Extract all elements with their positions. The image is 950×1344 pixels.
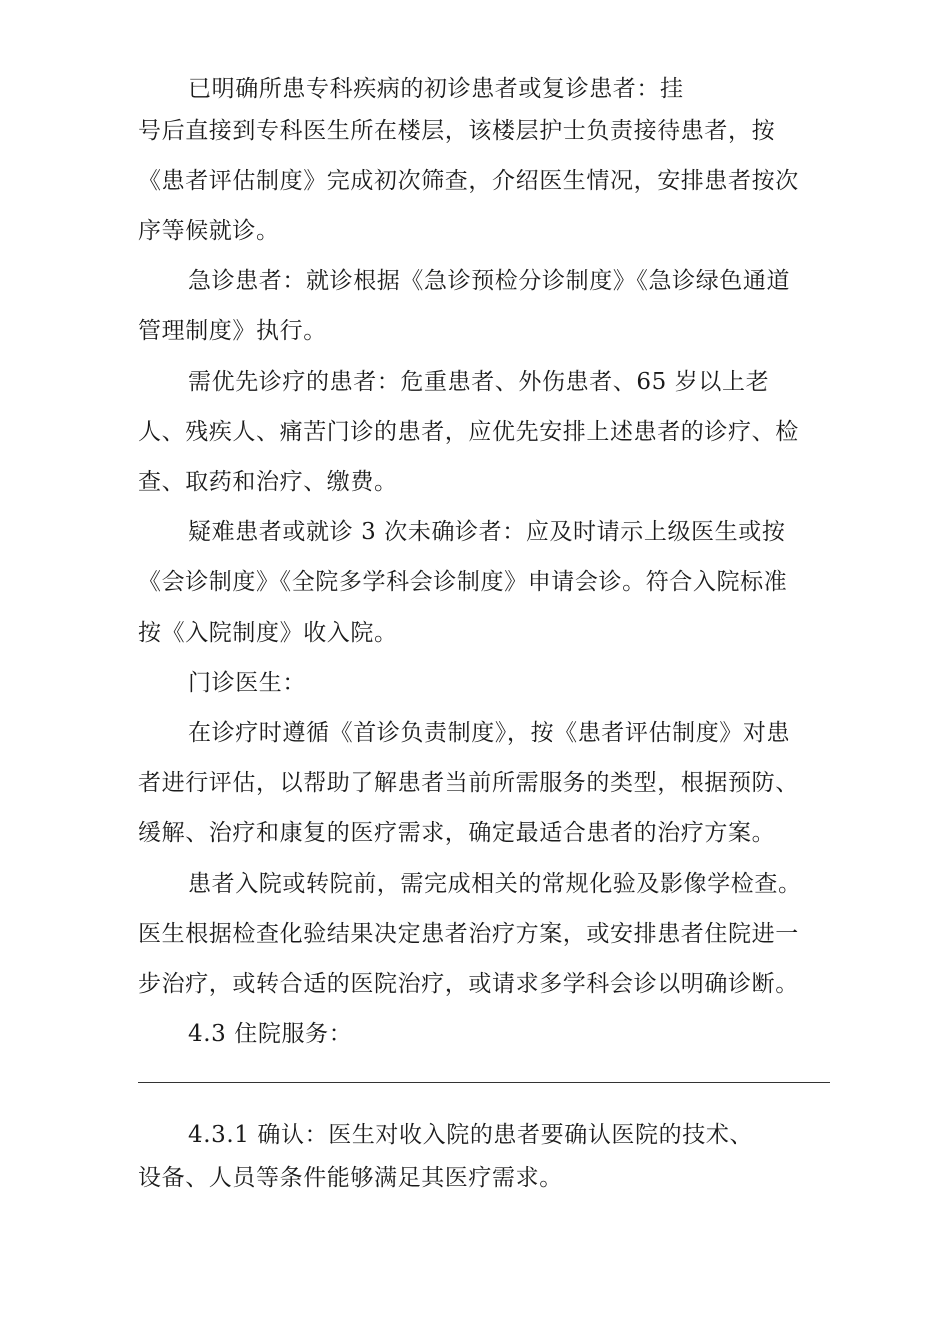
paragraph-line: 在诊疗时遵循《首诊负责制度》，按《患者评估制度》对患 [188,720,791,746]
paragraph-line: 医生根据检查化验结果决定患者治疗方案，或安排患者住院进一 [138,921,799,947]
paragraph-line: 号后直接到专科医生所在楼层，该楼层护士负责接待患者，按 [138,118,776,144]
page-divider [138,1082,830,1083]
section-heading: 4.3 住院服务： [188,1021,353,1047]
paragraph-line: 急诊患者：就诊根据《急诊预检分诊制度》《急诊绿色通道 [188,268,791,294]
paragraph-line: 《会诊制度》《全院多学科会诊制度》申请会诊。符合入院标准 [138,569,788,595]
paragraph-line: 《患者评估制度》完成初次筛查，介绍医生情况，安排患者按次 [138,168,799,194]
paragraph-line: 者进行评估，以帮助了解患者当前所需服务的类型，根据预防、 [138,770,799,796]
paragraph-line: 序等候就诊。 [138,218,280,244]
paragraph-line: 已明确所患专科疾病的初诊患者或复诊患者：挂 [188,76,684,102]
paragraph-line: 患者入院或转院前，需完成相关的常规化验及影像学检查。 [188,871,802,897]
section-heading: 门诊医生： [188,670,306,696]
paragraph-line: 步治疗，或转合适的医院治疗，或请求多学科会诊以明确诊断。 [138,971,799,997]
paragraph-line: 缓解、治疗和康复的医疗需求，确定最适合患者的治疗方案。 [138,820,776,846]
paragraph-line: 管理制度》执行。 [138,318,327,344]
paragraph-line: 查、取药和治疗、缴费。 [138,469,398,495]
paragraph-line: 需优先诊疗的患者：危重患者、外伤患者、65 岁以上老 [188,369,770,395]
paragraph-line: 4.3.1 确认：医生对收入院的患者要确认医院的技术、 [188,1122,754,1148]
paragraph-line: 疑难患者或就诊 3 次未确诊者：应及时请示上级医生或按 [188,519,786,545]
paragraph-line: 按《入院制度》收入院。 [138,620,398,646]
paragraph-line: 设备、人员等条件能够满足其医疗需求。 [138,1165,563,1191]
paragraph-line: 人、残疾人、痛苦门诊的患者，应优先安排上述患者的诊疗、检 [138,419,799,445]
